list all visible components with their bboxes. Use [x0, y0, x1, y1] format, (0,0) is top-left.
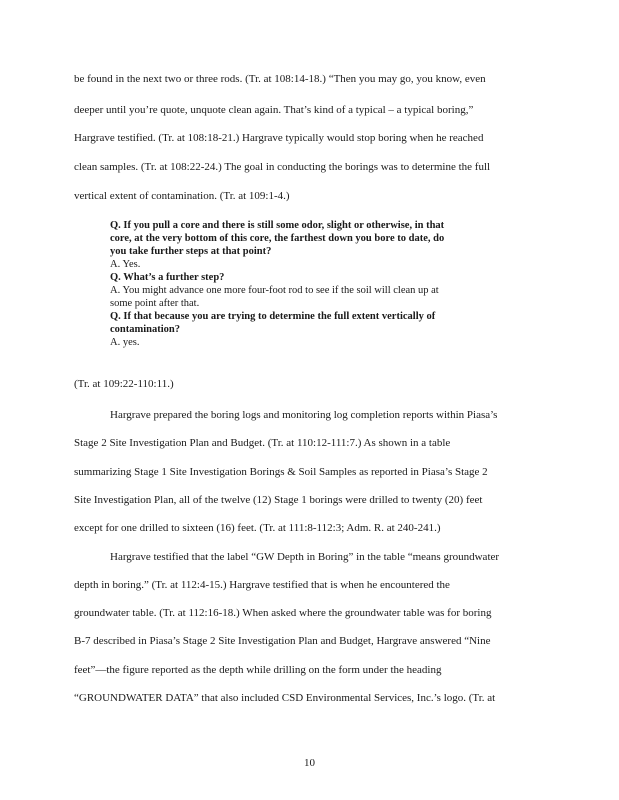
body-line: except for one drilled to sixteen (16) feet. (Tr. at 111:8-112:3; Adm. R. at 240-241.) — [74, 522, 441, 534]
page-number: 10 — [304, 757, 315, 769]
quote-citation: (Tr. at 109:22-110:11.) — [74, 378, 174, 390]
body-line: deeper until you’re quote, unquote clean again. That’s kind of a typical – a typical boring,” — [74, 104, 474, 116]
body-line: “GROUNDWATER DATA” that also included CSD Environmental Services, Inc.’s logo. (Tr. at — [74, 692, 496, 704]
question-line: Q. If that because you are trying to determine the full extent vertically of — [110, 311, 436, 322]
body-line: B-7 described in Piasa’s Stage 2 Site Investigation Plan and Budget, Hargrave answered “Nine — [74, 635, 491, 647]
question-line: contamination? — [110, 324, 181, 335]
answer-line: A. Yes. — [110, 259, 141, 270]
question-line: you take further steps at that point? — [110, 246, 272, 257]
answer-line: A. yes. — [110, 337, 140, 348]
body-line: clean samples. (Tr. at 108:22-24.) The goal in conducting the borings was to determine the full — [74, 161, 491, 173]
body-line: Hargrave prepared the boring logs and monitoring log completion reports within Piasa’s — [110, 409, 498, 421]
body-line: groundwater table. (Tr. at 112:16-18.) When asked where the groundwater table was for boring — [74, 607, 492, 619]
body-line: summarizing Stage 1 Site Investigation Borings & Soil Samples as reported in Piasa’s Stage 2 — [74, 466, 488, 478]
body-line: feet”—the figure reported as the depth while drilling on the form under the heading — [74, 664, 442, 676]
answer-line: some point after that. — [110, 298, 200, 309]
question-line: core, at the very bottom of this core, the farthest down you bore to date, do — [110, 233, 445, 244]
question-line: Q. If you pull a core and there is still some odor, slight or otherwise, in that — [110, 220, 445, 231]
body-line: be found in the next two or three rods. (Tr. at 108:14-18.) “Then you may go, you know, even — [74, 73, 486, 85]
body-line: Site Investigation Plan, all of the twelve (12) Stage 1 borings were drilled to twenty (20) feet — [74, 494, 483, 506]
block-quote — [110, 219, 530, 349]
body-line: vertical extent of contamination. (Tr. at 109:1-4.) — [74, 190, 290, 202]
body-line: Stage 2 Site Investigation Plan and Budget. (Tr. at 110:12-111:7.) As shown in a table — [74, 437, 451, 449]
answer-line: A. You might advance one more four-foot rod to see if the soil will clean up at — [110, 285, 439, 296]
body-line: Hargrave testified. (Tr. at 108:18-21.) Hargrave typically would stop boring when he reached — [74, 132, 484, 144]
body-line: depth in boring.” (Tr. at 112:4-15.) Hargrave testified that is when he encountered the — [74, 579, 450, 591]
question-line: Q. What’s a further step? — [110, 272, 225, 283]
body-line: Hargrave testified that the label “GW Depth in Boring” in the table “means groundwater — [110, 551, 500, 563]
